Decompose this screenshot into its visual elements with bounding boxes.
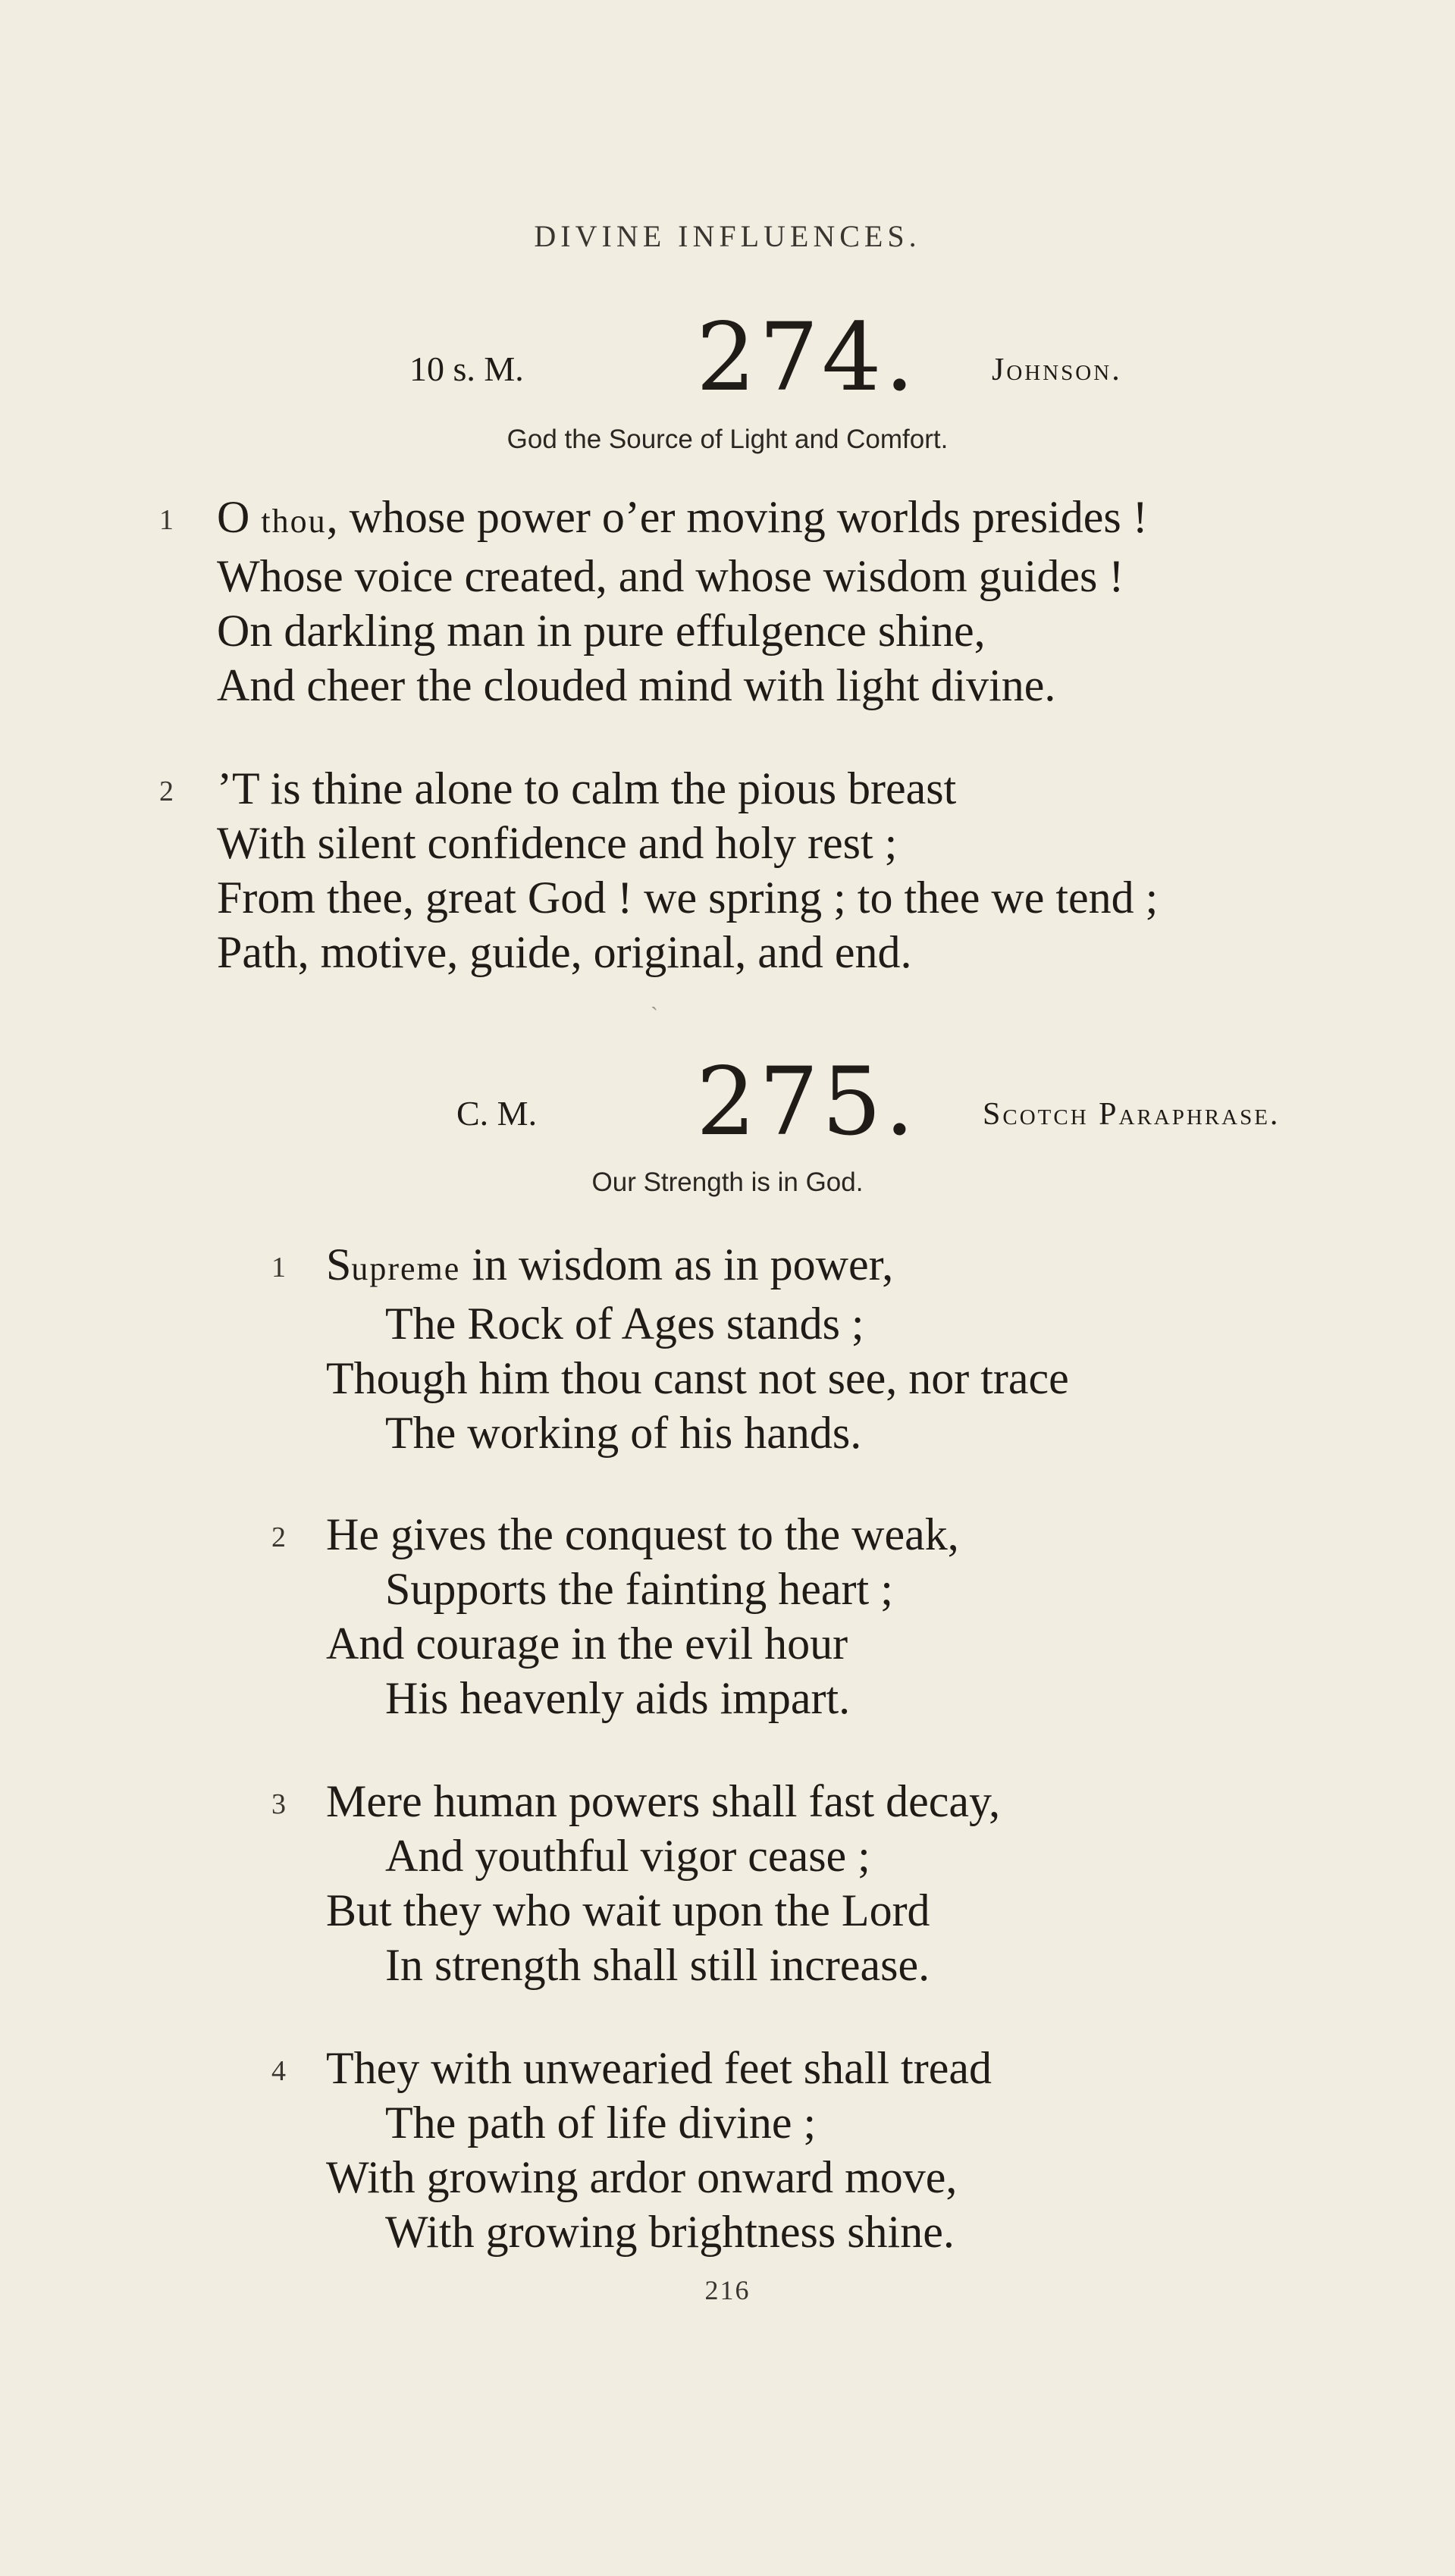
hymn-274-tune: Johnson.	[992, 353, 1122, 387]
first-word-cap: O	[217, 492, 262, 542]
verse-line: Supports the fainting heart ;	[385, 1564, 893, 1614]
verse-line: The Rock of Ages stands ;	[385, 1299, 864, 1349]
verse-line: And cheer the clouded mind with light divine.	[217, 660, 1056, 710]
verse-number: 4	[271, 2055, 286, 2087]
hymn-275-subtitle: Our Strength is in God.	[591, 1167, 864, 1197]
verse-line: And youthful vigor cease ;	[385, 1831, 870, 1881]
hymn-275-verse-2	[271, 1507, 959, 1725]
verse-line: Path, motive, guide, original, and end.	[217, 927, 912, 977]
hymn-275-verse-3	[271, 1774, 1001, 1992]
verse-line: On darkling man in pure effulgence shine,	[217, 606, 986, 656]
verse-line: With silent confidence and holy rest ;	[217, 818, 898, 868]
hymn-275-number: 275.	[696, 1048, 918, 1157]
first-line-rest: , whose power o’er moving worlds presides !	[326, 492, 1148, 542]
hymn-275-header	[0, 1048, 1455, 1157]
hymn-275-verse-4	[271, 2041, 992, 2259]
page-number: 216	[704, 2275, 751, 2305]
first-word-smallcaps: thou	[261, 503, 327, 540]
verse-line: Mere human powers shall fast decay,	[326, 1776, 1001, 1826]
verse-number: 2	[159, 776, 174, 807]
verse-line	[217, 490, 1148, 549]
verse-line: With growing brightness shine.	[385, 2207, 955, 2257]
verse-number: 1	[271, 1252, 286, 1283]
verse-line: In strength shall still increase.	[385, 1940, 930, 1990]
verse-line: They with unwearied feet shall tread	[326, 2043, 992, 2093]
verse-line	[326, 1237, 1069, 1296]
hymn-274-subtitle: God the Source of Light and Comfort.	[506, 425, 949, 454]
hymn-275-meter: C. M.	[456, 1094, 538, 1133]
verse-line: The working of his hands.	[385, 1408, 862, 1458]
hymn-274-verse-1	[159, 490, 1148, 713]
hymn-274-header	[0, 303, 1455, 412]
verse-line: He gives the conquest to the weak,	[326, 1509, 959, 1559]
verse-line: ’T is thine alone to calm the pious breast	[217, 763, 957, 813]
hymn-275-verse-1	[271, 1237, 1069, 1460]
verse-line: With growing ardor onward move,	[326, 2152, 958, 2202]
verse-line: Though him thou canst not see, nor trace	[326, 1353, 1069, 1403]
verse-number: 2	[271, 1521, 286, 1553]
verse-line: From thee, great God ! we spring ; to thee we tend ;	[217, 873, 1159, 923]
hymn-275-tune: Scotch Paraphrase.	[983, 1097, 1281, 1132]
verse-line: And courage in the evil hour	[326, 1619, 848, 1669]
hymn-274-number: 274.	[696, 303, 918, 412]
verse-line: But they who wait upon the Lord	[326, 1885, 930, 1935]
hymn-274-meter: 10 s. M.	[409, 349, 524, 388]
verse-line: Whose voice created, and whose wisdom guides !	[217, 551, 1124, 601]
verse-number: 3	[271, 1788, 286, 1820]
first-word-smallcaps: upreme	[351, 1250, 461, 1287]
print-speck: ˎ	[651, 986, 658, 1011]
running-head: DIVINE INFLUENCES.	[534, 219, 921, 253]
verse-line: His heavenly aids impart.	[385, 1673, 851, 1723]
first-word-cap: S	[326, 1239, 352, 1290]
hymn-274-verse-2	[159, 761, 1159, 979]
verse-line: The path of life divine ;	[385, 2098, 817, 2148]
verse-number: 1	[159, 504, 174, 536]
first-line-rest: in wisdom as in power,	[460, 1239, 894, 1290]
